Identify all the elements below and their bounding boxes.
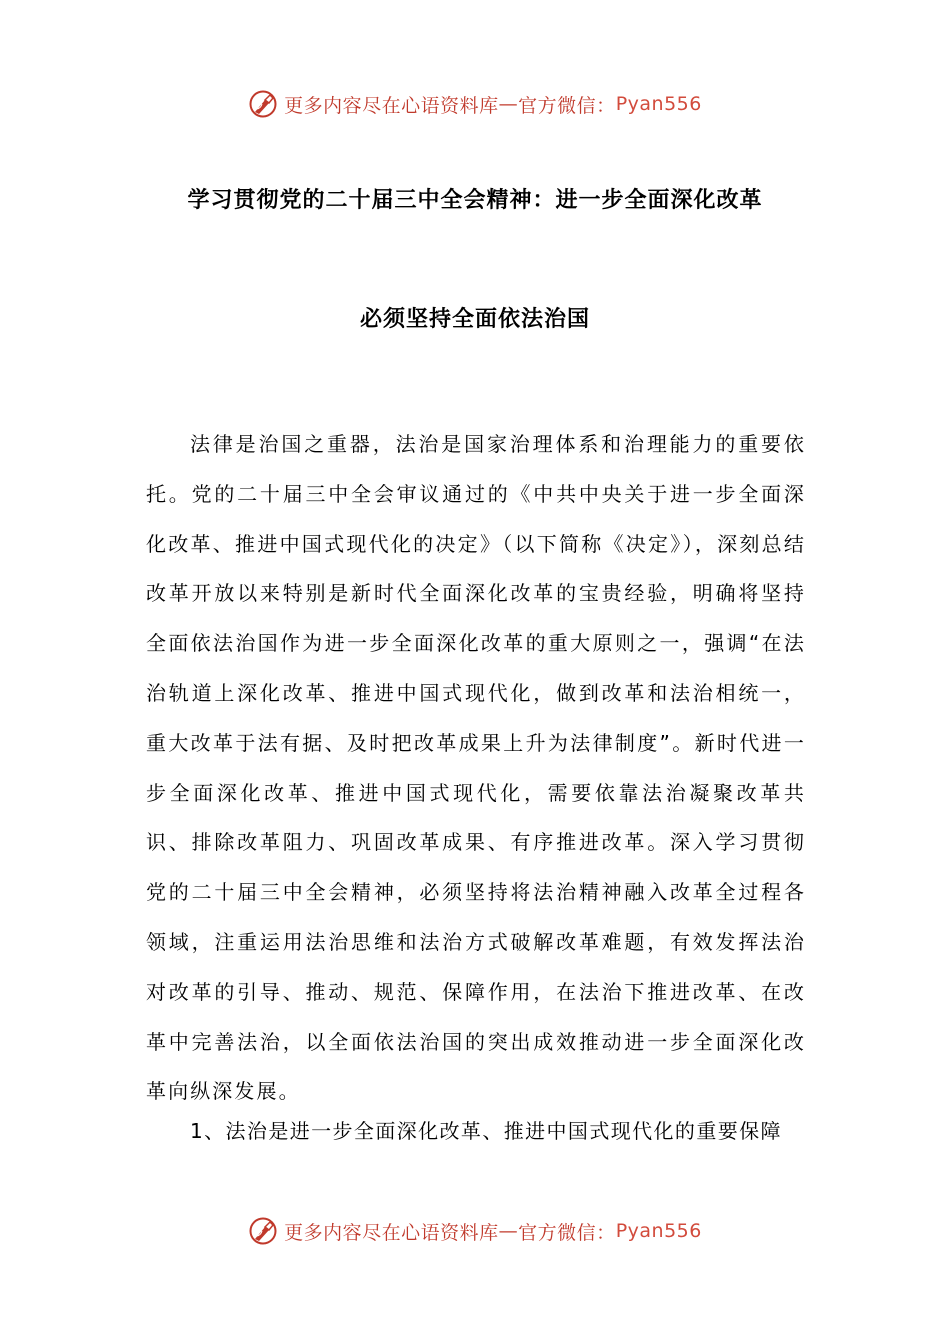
- watermark-wechat-id: Pyan556: [615, 93, 702, 115]
- watermark-separator: —: [498, 93, 519, 115]
- watermark-brand-text: 更多内容尽在心语资料库: [284, 94, 499, 117]
- watermark-wechat-label: 官方微信：: [518, 1221, 616, 1244]
- pen-nib-logo-icon: [248, 1216, 278, 1246]
- watermark-banner-bottom: [0, 1211, 950, 1251]
- pen-nib-logo-icon: [248, 89, 278, 119]
- document-title-line-1: 学习贯彻党的二十届三中全会精神：进一步全面深化改革: [187, 188, 763, 213]
- document-title-line-2: 必须坚持全面依法治国: [359, 307, 590, 332]
- body-paragraph-1: 法律是治国之重器，法治是国家治理体系和治理能力的重要依托。党的二十届三中全会审议通过的《中共中央关于进一步全面深化改革、推进中国式现代化的决定》（以下简称《决定》），深刻总结改革开放以来特别是新时代全面深化改革的宝贵经验，明确将坚持全面依法治国作为进一步全面深化改革的重大原则之一，强调“在法治轨道上深化改革、推进中国式现代化，做到改革和法治相统一，重大改革于法有据、及时把改革成果上升为法律制度”。新时代进一步全面深化改革、推进中国式现代化，需要依靠法治凝聚改革共识、排除改革阻力、巩固改革成果、有序推进改革。深入学习贯彻党的二十届三中全会精神，必须坚持将法治精神融入改革全过程各领域，注重运用法治思维和法治方式破解改革难题，有效发挥法治对改革的引导、推动、规范、保障作用，在法治下推进改革、在改革中完善法治，以全面依法治国的突出成效推动进一步全面深化改革向纵深发展。: [146, 432, 806, 1104]
- watermark-separator: —: [498, 1220, 519, 1242]
- watermark-banner-top: [0, 84, 950, 124]
- watermark-wechat-label: 官方微信：: [518, 94, 616, 117]
- watermark-wechat-id: Pyan556: [615, 1220, 702, 1242]
- watermark-brand-text: 更多内容尽在心语资料库: [284, 1221, 499, 1244]
- section-heading-1: 1、法治是进一步全面深化改革、推进中国式现代化的重要保障: [190, 1119, 782, 1143]
